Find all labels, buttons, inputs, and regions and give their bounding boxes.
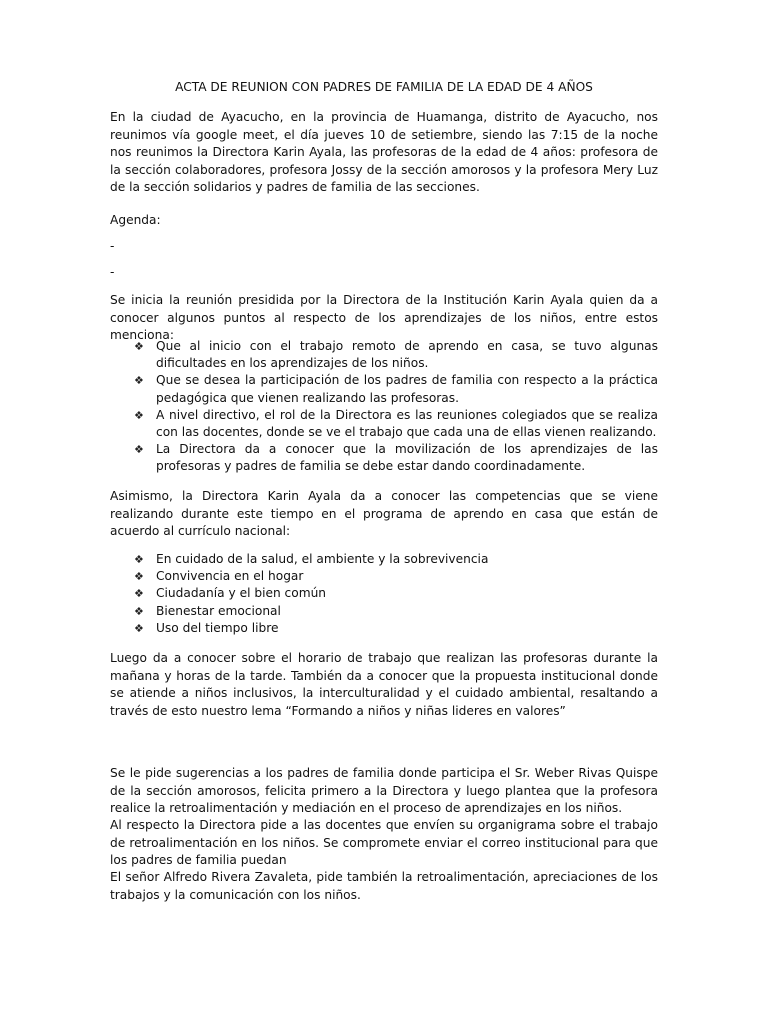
list-item: ❖ Convivencia en el hogar bbox=[134, 568, 658, 585]
competencias-list bbox=[134, 551, 658, 637]
list-item: ❖ En cuidado de la salud, el ambiente y la sobrevivencia bbox=[134, 551, 658, 568]
diamond-bullet-icon: ❖ bbox=[134, 604, 144, 618]
list-item: ❖ Ciudadanía y el bien común bbox=[134, 585, 658, 602]
diamond-bullet-icon: ❖ bbox=[134, 587, 144, 601]
horario-paragraph: Luego da a conocer sobre el horario de trabajo que realizan las profesoras durante la mañana y horas de la tarde. También da a conocer que la propuesta institucional donde se atiende a niños inclusivos, la interculturalidad y el cuidado ambiental, resaltando a través de esto nuestro lema “Formando a niños y niñas lideres en valores” bbox=[110, 651, 658, 718]
list-item: ❖ Bienestar emocional bbox=[134, 603, 658, 620]
diamond-bullet-icon: ❖ bbox=[134, 340, 144, 353]
list-item: ❖ Que se desea la participación de los padres de familia con respecto a la práctica pedagógica que vienen realizando las profesoras. bbox=[134, 373, 658, 405]
list-item: ❖ A nivel directivo, el rol de la Directora es las reuniones colegiados que se realiza con las docentes, donde se ve el trabajo que cada una de ellas vienen realizando. bbox=[134, 407, 658, 440]
list-item: ❖ La Directora da a conocer que la movilización de los aprendizajes de las profesoras y padres de familia se debe estar dando coordinadamente. bbox=[134, 442, 658, 474]
sugerencias-paragraph: Se le pide sugerencias a los padres de familia donde participa el Sr. Weber Rivas Quispe de la sección amorosos, felicita primero a la Directora y luego plantea que la profesora realice la retroalimentación y mediación en el proceso de aprendizajes en los niños. bbox=[110, 766, 658, 816]
opening-paragraph: Se inicia la reunión presidida por la Directora de la Institución Karin Ayala quien da a conocer algunos puntos al respecto de los aprendizajes de los niños, entre estos menciona: bbox=[110, 293, 658, 343]
list-item: ❖ Que al inicio con el trabajo remoto de aprendo en casa, se tuvo algunas dificultades en los aprendizajes de los niños. bbox=[134, 339, 658, 371]
diamond-bullet-icon: ❖ bbox=[134, 553, 144, 566]
list-item: ❖ Uso del tiempo libre bbox=[134, 620, 658, 637]
agenda-item: - bbox=[110, 265, 115, 279]
competencias-paragraph: Asimismo, la Directora Karin Ayala da a conocer las competencias que se viene realizando durante este tiempo en el programa de aprendo en casa que están de acuerdo al currículo nacional: bbox=[110, 489, 658, 539]
agenda-item: - bbox=[110, 239, 115, 253]
organigrama-paragraph: Al respecto la Directora pide a las docentes que envíen su organigrama sobre el trabajo de retroalimentación en los niños. Se compromete enviar el correo institucional para que los padres de familia puedan bbox=[110, 818, 658, 868]
document-title: ACTA DE REUNION CON PADRES DE FAMILIA DE LA EDAD DE 4 AÑOS bbox=[175, 80, 593, 94]
diamond-bullet-icon: ❖ bbox=[134, 621, 144, 635]
alfredo-paragraph: El señor Alfredo Rivera Zavaleta, pide también la retroalimentación, apreciaciones de los trabajos y la comunicación con los niños. bbox=[110, 870, 658, 902]
diamond-bullet-icon: ❖ bbox=[134, 443, 144, 457]
diamond-bullet-icon: ❖ bbox=[134, 374, 144, 388]
diamond-bullet-icon: ❖ bbox=[134, 570, 144, 584]
diamond-bullet-icon: ❖ bbox=[134, 408, 144, 422]
intro-paragraph: En la ciudad de Ayacucho, en la provincia de Huamanga, distrito de Ayacucho, nos reunimos vía google meet, el día jueves 10 de setiembre, siendo las 7:15 de la noche nos reunimos la Directora Karin Ayala, las profesoras de la edad de 4 años: profesora de la sección colaboradores, profesora Jossy de la sección amorosos y la profesora Mery Luz de la sección solidarios y padres de familia de las secciones. bbox=[110, 110, 658, 195]
agenda-label: Agenda: bbox=[110, 213, 161, 227]
director-points-list bbox=[134, 338, 658, 476]
